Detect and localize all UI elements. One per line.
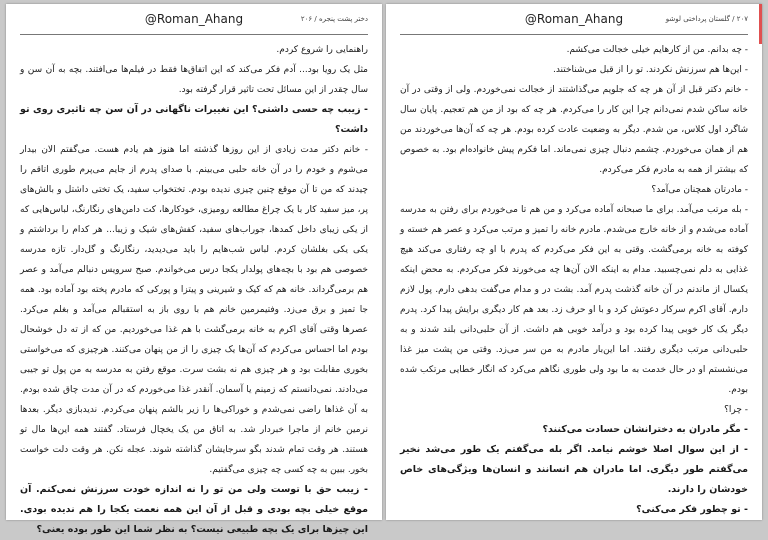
paragraph: - از این سوال اصلا خوشم نیامد. اگر بله می‌گفتم یک طور می‌شد نخیر می‌گفتم طور دیگری. اما مادران هم انسانند و انسان‌ها ویژگی‌های خاص خودشان را دارند. — [400, 444, 748, 495]
left-page-header — [20, 12, 368, 32]
bookmark-ribbon — [759, 4, 762, 44]
paragraph-question: - تو چطور فکر می‌کنی؟ — [636, 504, 748, 515]
paragraph: - بله مرتب می‌آمد. برای ما صبحانه آماده می‌کرد و من هم تا می‌خوردم برای رفتن به مدرسه آماده می‌شدم و از خانه خارج می‌شدم. مادرم خانه را تمیز و مرتب می‌کرد و عصر هم خسته و کوفته به خانه برمی‌گشت. وقتی به این فکر می‌کردم که پدرم با او چه رفتاری می‌کند هیچ غذایی به دلم نمی‌چسبید. مدام به اینکه الان آن‌ها چه می‌خورند فکر می‌کردم. به محض اینکه یکسال از ماندنم در آن خانه گذشت پدرم آمد. بشت در و مدام می‌گفت بدهی دارم. پول لازم دارم. آقای اکرم سرکار دعوتش کرد و با او حرف زد. بعد هم کار دیگری برایش پیدا کرد. پدرم دیگر یک کار خوبی پیدا کرده بود و درآمد خوبی هم داشت. از آن حلبی‌دانی بلند شدند و به حلبی‌دانی مرتب دیگری رفتند. اما این‌بار مادرم به من سر می‌زد. وقتی من پشت میز غذا می‌نشستم او در حال خدمت به ما بود ولی طوری نگاهم می‌کرد که انگار خطایی مرتکب شده بودم. — [400, 205, 748, 395]
paragraph: - خانم دکتر مدت زیادی از این روزها گذشته اما هنوز هم یادم هست. می‌گفتم الان بیدار می‌شوم و خودم را در آن خانه حلبی می‌بینم. با صدای پدرم از جایم می‌پرم طوری اتاقم را چیدند که من تا آن موقع چنین چیزی ندیده بودم. تختخواب سفید، یک تختی داشتل و بالش‌های پر، میز سفید کار با یک چراغ مطالعه رومیزی، خودکارها، کت دامن‌های رنگارنگ، لباس‌هایی که از یکی زیبای داخل کمدها، جوراب‌های سفید، کفش‌های شیک و زیبا... هر کدام را برداشتم و یکی یکی بغلشان کردم. لباس شب‌هایم را باید می‌دیدید، رنگارنگ و گل‌دار. تازه مدرسه خصوصی هم بود با بچه‌های پولدار یکجا درس می‌خواندم. صبح سرویس دنبالم می‌آمد و عصر هم برمی‌گرداند. خانه هم که کیک و شیرینی و پیتزا و پورکی که مادرم پخته بود آماده بود. همه جا تمیز و برق می‌زد. وفتیمرمین خانم هم با روی باز به استقبالم می‌آمد و بغلم می‌کرد. عصرها وقتی آقای اکرم به خانه برمی‌گشت با هم غذا می‌خوردیم. من که از ته دل خوشحال بودم اما احساس می‌کردم که آن‌ها یک چیزی را از من پنهان می‌کنند. هرچیزی که می‌خواستی بخوری مقابلت بود و هر چیزی هم نه بشت سرت. موقع رفتن به مدرسه به من پول تو جیبی می‌دادند. نمی‌دانستم که زمینم یا آسمان. آنقدر غذا می‌خوردم که در آن مدت چاق شده بودم. به آن غذاها راضی نمی‌شدم و خوراکی‌ها را زیر بالشم پنهان می‌کردم. ندیدبازی دیگر. بعدها نرمین خانم از ماجرا خبردار شد. به اتاق من یک یخچال فرستاد. گفتند همه این‌ها مال تو هستند. هر وقت تمام شدند بگو سرجایشان گذاشته شوند. عجله نکن. هر وقت دلت خواست بخور. ببین به چه کسی چه چیزی می‌گفتیم. — [20, 145, 368, 475]
paragraph: - مادرتان همچنان می‌آمد؟ — [651, 185, 748, 195]
paragraph: - چرا؟ — [724, 405, 748, 415]
paragraph: - خانم دکتر قبل از آن هر چه که جلویم می‌گذاشتند از خجالت نمی‌خوردم. ولی از وقتی در آن خانه ساکن شدم نمی‌دانم چرا این کار را می‌کردم. هر چه که بود از من هم تعجیم. پایان سال شاگرد اول کلاس، من شدم. دیگر به وضعیت عادت کرده بودم. هر چه که آن‌ها می‌خوردند من هم از همان می‌خوردم. چشمم دنبال چیزی نمی‌ماند. اما فکرم پیش خانواده‌ام بود. به خصوص که بیشتر از همه به مادرم فکر می‌کردم. — [400, 85, 748, 175]
right-running-header: ۲۰۷ / گلستان پرداختی لوشو — [665, 15, 748, 23]
paragraph: - چه بدانم. من از کارهایم خیلی خجالت می‌کشم. — [566, 45, 748, 55]
left-page-body — [20, 40, 368, 535]
paragraph: مثل یک رویا بود... آدم فکر می‌کند که این اتفاق‌ها فقط در فیلم‌ها می‌افتند. بچه به آن سن و سال چقدر از این مسائل تحت تاثیر قرار گرفته بود. — [20, 65, 368, 95]
right-page — [386, 4, 762, 520]
paragraph: - این‌ها هم سرزنش نکردند. تو را از قبل می‌شناختند. — [552, 65, 748, 75]
right-header-rule — [400, 34, 748, 35]
paragraph-question: - زیبب حق با توست ولی من تو را نه اندازه خودت سرزنش نمی‌کنم. آن موقع خیلی بچه بودی و قبل از آن این همه نعمت یکجا را هم ندیده بودی. این چیزها برای یک بچه طبیعی نیست؟ به نظر شما این طور بوده یعنی؟ — [20, 484, 368, 535]
left-running-header: دختر پشت پنجره / ۲۰۶ — [300, 15, 368, 23]
paragraph-question: - زیبب چه حسی داشتی؟ این تغییرات ناگهانی در آن سن چه تاثیری روی تو داشت؟ — [20, 104, 368, 135]
paragraph: راهنمایی را شروع کردم. — [276, 45, 368, 55]
left-watermark: @Roman_Ahang — [144, 12, 244, 26]
left-page — [6, 4, 382, 535]
right-page-body — [400, 40, 748, 516]
right-page-header — [400, 12, 748, 32]
right-watermark: @Roman_Ahang — [524, 12, 624, 26]
paragraph-question: - مگر مادران به دخترانشان حسادت می‌کنند؟ — [542, 424, 748, 435]
left-header-rule — [20, 34, 368, 35]
